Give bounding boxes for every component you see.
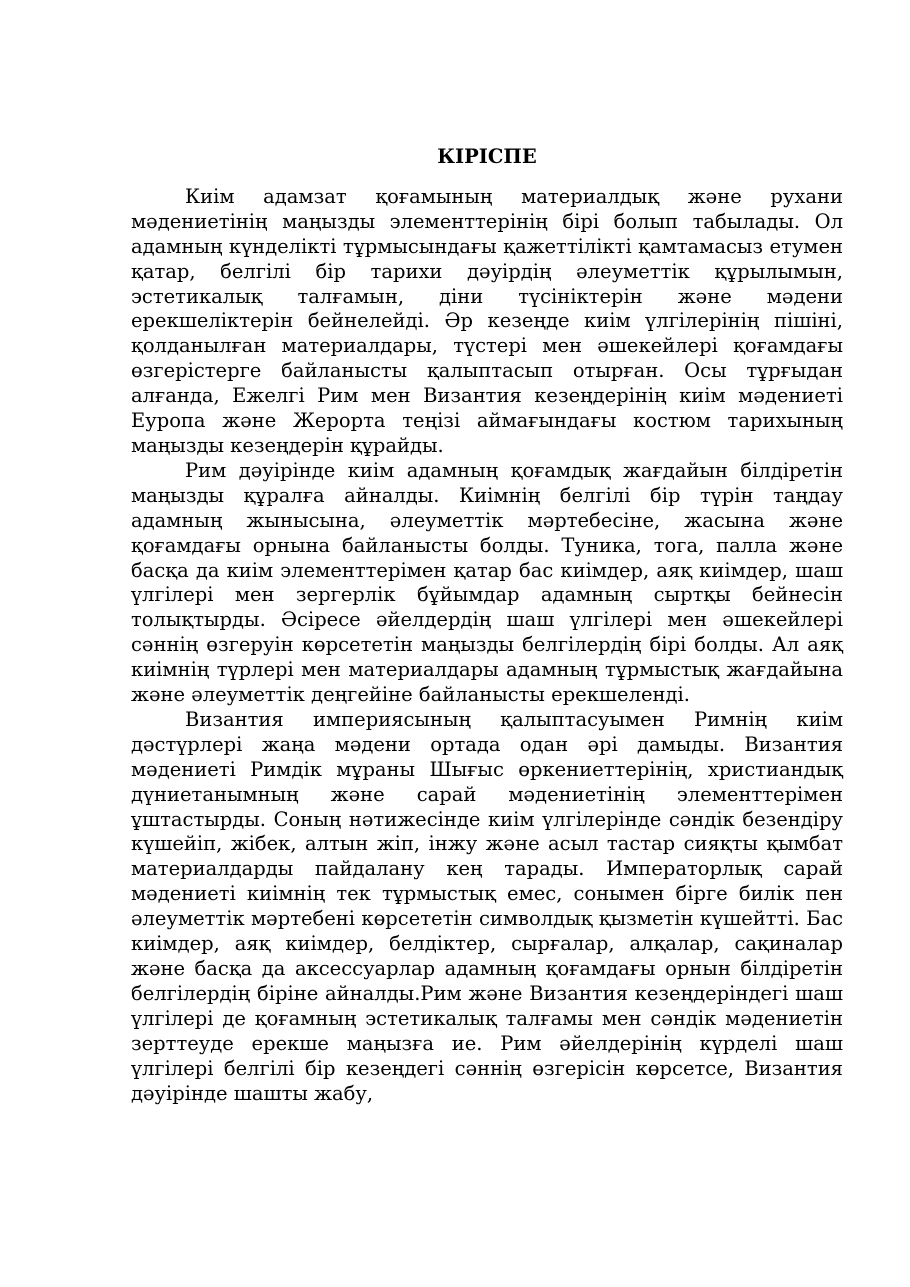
page-title: КІРІСПЕ (437, 145, 537, 168)
paragraph: Киім адамзат қоғамының материалдық және рухани мәдениетінің маңызды элементтерінің бірі болып табылады. Ол адамның күнделікті тұрмысындағы қажеттілікті қамтамасыз етумен қатар, белгілі бір тарихи дәуірдің әлеуметтік құрылымын, эстетикалық талғамын, діни түсініктерін және мәдени ерекшеліктерін бейнелейді. Әр кезеңде киім үлгілерінің пішіні, қолданылған материалдары, түстері мен әшекейлері қоғамдағы өзгерістерге байланысты қалыптасып отырған. Осы тұрғыдан алғанда, Ежелгі Рим мен Византия кезеңдерінің киім мәдениеті Еуропа және Жерорта теңізі аймағындағы костюм тарихының маңызды кезеңдерін құрайды. (131, 184, 843, 457)
page-content (131, 145, 843, 1106)
paragraph: Византия империясының қалыптасуымен Римнің киім дәстүрлері жаңа мәдени ортада одан әрі дамыды. Византия мәдениеті Римдік мұраны Шығыс өркениеттерінің, христиандық дүниетанымның және сарай мәдениетінің элементтерімен ұштастырды. Соның нәтижесінде киім үлгілерінде сәндік безендіру күшейіп, жібек, алтын жіп, інжу және асыл тастар сияқты қымбат материалдарды пайдалану кең тарады. Императорлық сарай мәдениеті киімнің тек тұрмыстық емес, сонымен бірге билік пен әлеуметтік мәртебені көрсететін символдық қызметін күшейтті. Бас киімдер, аяқ киімдер, белдіктер, сырғалар, алқалар, сақиналар және басқа да аксессуарлар адамның қоғамдағы орнын білдіретін белгілердің біріне айналды.Рим және Византия кезеңдеріндегі шаш үлгілері де қоғамның эстетикалық талғамы мен сәндік мәдениетін зерттеуде ерекше маңызға ие. Рим әйелдерінің күрделі шаш үлгілері белгілі бір кезеңдегі сәннің өзгерісін көрсетсе, Византия дәуірінде шашты жабу, (131, 707, 843, 1105)
paragraph: Рим дәуірінде киім адамның қоғамдық жағдайын білдіретін маңызды құралға айналды. Киімнің белгілі бір түрін таңдау адамның жынысына, әлеуметтік мәртебесіне, жасына және қоғамдағы орнына байланысты болды. Туника, тога, палла және басқа да киім элементтерімен қатар бас киімдер, аяқ киімдер, шаш үлгілері мен зергерлік бұйымдар адамның сыртқы бейнесін толықтырды. Әсіресе әйелдердің шаш үлгілері мен әшекейлері сәннің өзгеруін көрсететін маңызды белгілердің бірі болды. Ал аяқ киімнің түрлері мен материалдары адамның тұрмыстық жағдайына және әлеуметтік деңгейіне байланысты ерекшеленді. (131, 458, 843, 707)
